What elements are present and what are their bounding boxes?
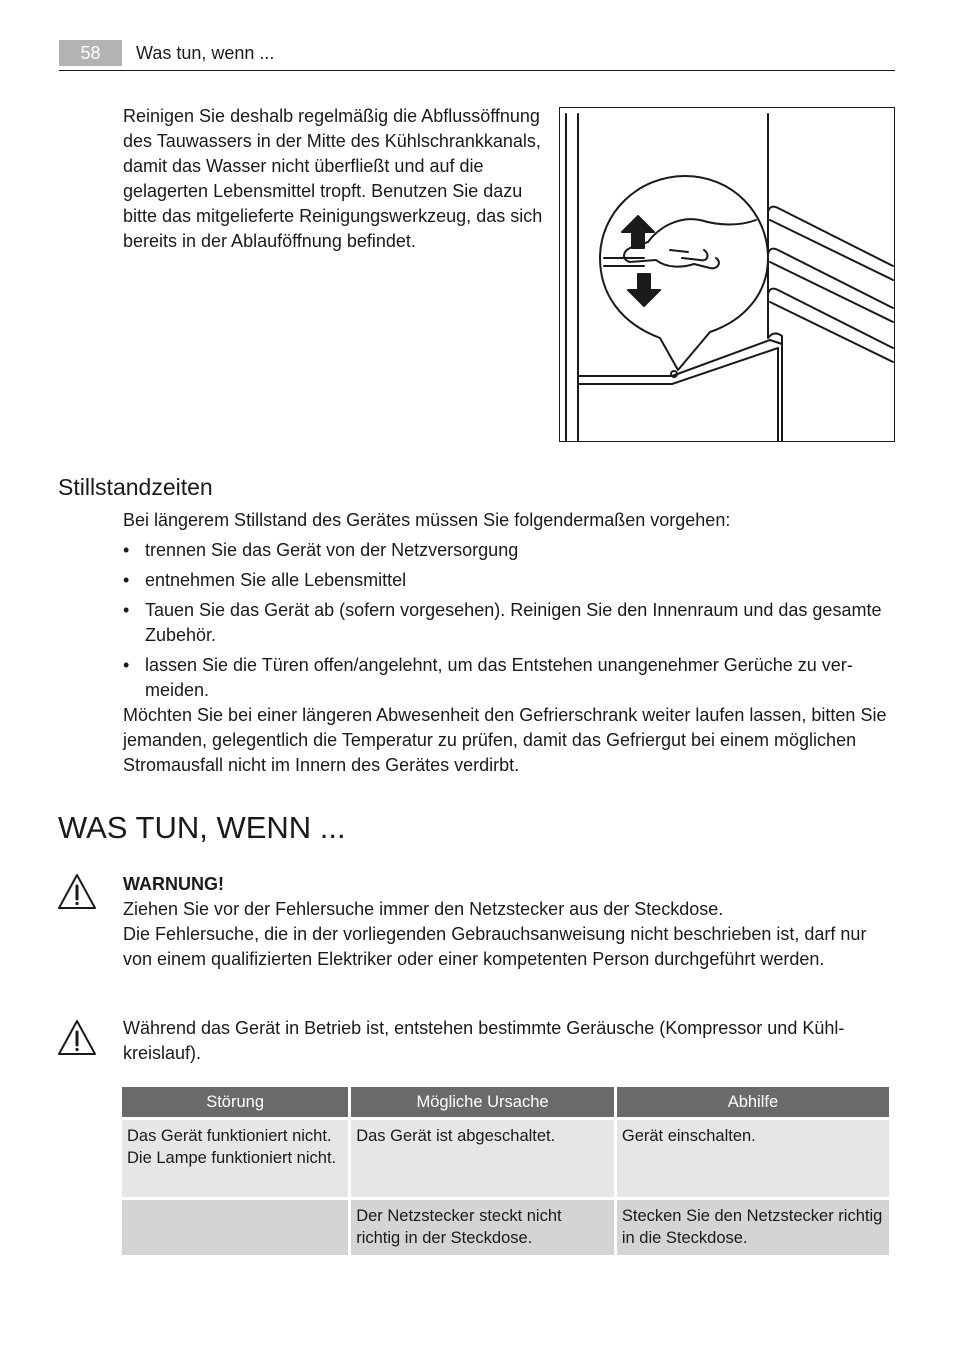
table-row: [122, 1200, 889, 1255]
chapter-heading: WAS TUN, WENN ...: [58, 810, 346, 845]
table-cell: [122, 1200, 348, 1255]
standstill-lead: Bei längerem Stillstand des Gerätes müssen Sie folgendermaßen vorgehen:: [123, 510, 731, 530]
warning-icon: [57, 872, 97, 912]
list-item: • trennen Sie das Gerät von der Netzversorgung: [123, 538, 898, 563]
drain-cleaning-illustration: [559, 107, 895, 442]
running-header: Was tun, wenn ...: [136, 43, 275, 63]
standstill-closing: Möchten Sie bei einer längeren Abwesenheit den Gefrierschrank weiter laufen lassen, bitten Sie jemanden, gelegentlich die Temperatur zu prüfen, damit das Gefriergut bei einem möglichen Stromausfall nicht im Innern des Gerätes verdirbt.: [123, 705, 887, 775]
list-item: • entnehmen Sie alle Lebensmittel: [123, 568, 898, 593]
column-header-fault: Störung: [122, 1087, 348, 1117]
table-cell: Der Netzstecker steckt nicht richtig in der Steckdose.: [351, 1200, 614, 1255]
noise-note: Während das Gerät in Betrieb ist, entstehen bestimmte Geräusche (Kompressor und Kühlkreislauf).: [123, 1018, 845, 1063]
section-heading-standstill: Stillstandzeiten: [58, 474, 213, 500]
table-cell: Das Gerät funktioniert nicht. Die Lampe funktioniert nicht.: [122, 1120, 348, 1197]
warning-text-2: Die Fehlersuche, die in der vorliegenden Gebrauchsanweisung nicht beschrieben ist, darf nur von einem qualifizierten Elektriker oder einer kompetenten Person durchgeführt werden.: [123, 924, 867, 969]
bullet-icon: •: [123, 600, 130, 620]
standstill-bullet-list: [123, 538, 898, 708]
table-cell: Das Gerät ist abgeschaltet.: [351, 1120, 614, 1197]
warning-title: WARNUNG!: [123, 874, 224, 894]
table-header-row: [122, 1087, 889, 1117]
column-header-cause: Mögliche Ursache: [351, 1087, 614, 1117]
page-number: 58: [59, 40, 122, 66]
column-header-remedy: Abhilfe: [617, 1087, 889, 1117]
table-cell: Stecken Sie den Netzstecker richtig in die Steckdose.: [617, 1200, 889, 1255]
bullet-icon: •: [123, 540, 130, 560]
bullet-icon: •: [123, 655, 130, 675]
table-cell: Gerät einschalten.: [617, 1120, 889, 1197]
list-item: • Tauen Sie das Gerät ab (sofern vorgesehen). Reinigen Sie den Innenraum und das gesamte Zubehör.: [123, 600, 882, 645]
table-row: [122, 1120, 889, 1197]
bullet-icon: •: [123, 570, 130, 590]
intro-paragraph: Reinigen Sie deshalb regelmäßig die Abflussöffnung des Tauwassers in der Mitte des Kühlschrankkanals, damit das Wasser nicht überfließt und auf die gelagerten Lebensmittel tropft. Benutzen Sie dazu bitte das mitgelieferte Reinigungswerkzeug, das sich bereits in der Ablauföffnung befindet.: [123, 106, 543, 251]
caution-icon: [57, 1018, 97, 1058]
warning-text-1: Ziehen Sie vor der Fehlersuche immer den Netzstecker aus der Steckdose.: [123, 899, 724, 919]
troubleshooting-table: [119, 1084, 892, 1258]
header-rule: [59, 70, 895, 71]
warning-block: [123, 872, 883, 972]
list-item: • lassen Sie die Türen offen/angelehnt, um das Entstehen unangenehmer Gerüche zu vermeiden.: [123, 655, 853, 700]
